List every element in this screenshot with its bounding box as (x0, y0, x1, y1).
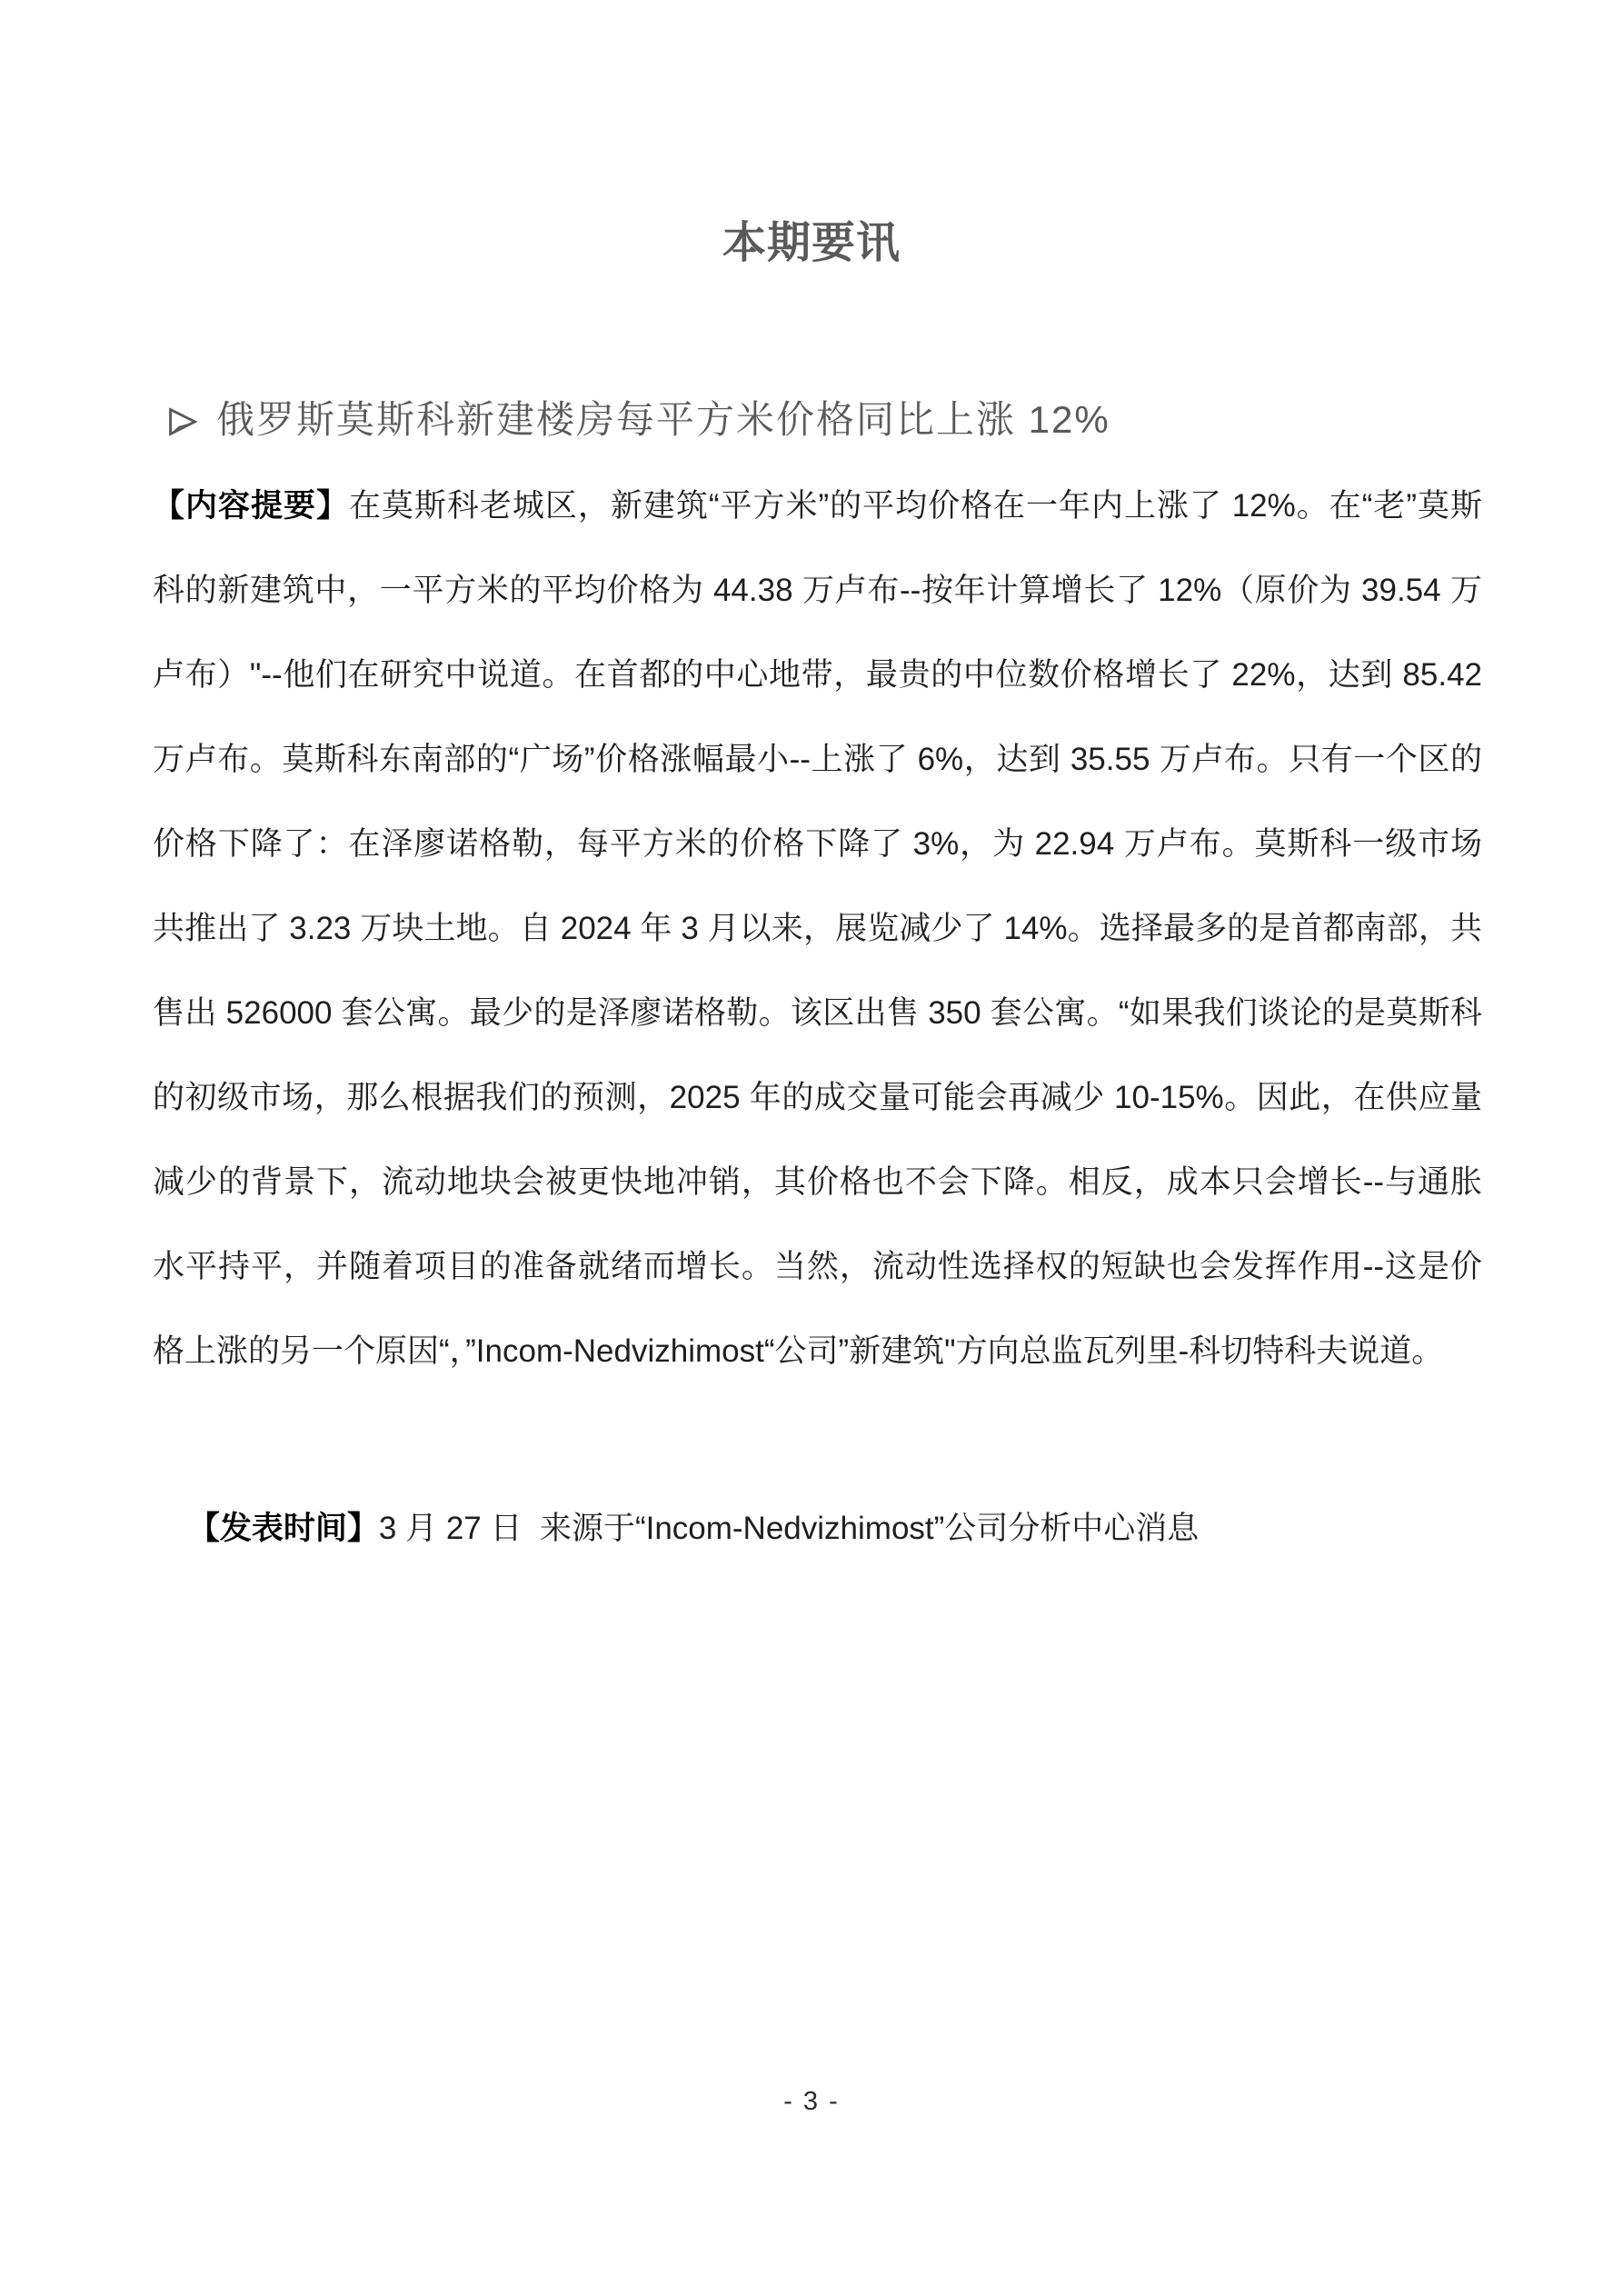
paragraph-line: 水平持平，并随着项目的准备就绪而增长。当然，流动性选择权的短缺也会发挥作用--这是价 (153, 1249, 1482, 1284)
published-line (153, 1402, 1482, 1655)
arrow-bullet-icon (165, 403, 200, 437)
headline-text: 俄罗斯莫斯科新建楼房每平方米价格同比上涨 12% (216, 398, 1110, 441)
paragraph-line-text: 在莫斯科老城区，新建筑“平方米”的平均价格在一年内上涨了 12%。在“老”莫斯 (348, 488, 1482, 524)
summary-paragraph (153, 464, 1482, 1393)
paragraph-line: 科的新建筑中，一平方米的平均价格为 44.38 万卢布--按年计算增长了 12%（原价为 39.54 万 (153, 573, 1482, 608)
paragraph-line (153, 464, 1482, 548)
paragraph-line: 格上涨的另一个原因“，”Incom-Nedvizhimost“公司”新建筑"方向总监瓦列里-科切特科夫说道。 (153, 1333, 1444, 1369)
paragraph-line: 减少的背景下，流动地块会被更快地冲销，其价格也不会下降。相反，成本只会增长--与通胀 (153, 1164, 1482, 1200)
paragraph-line: 共推出了 3.23 万块土地。自 2024 年 3 月以来，展览减少了 14%。选择最多的是首都南部，共 (153, 911, 1482, 946)
paragraph-line: 万卢布。莫斯科东南部的“广场”价格涨幅最小--上涨了 6%，达到 35.55 万卢布。只有一个区的 (153, 742, 1482, 777)
paragraph-line: 的初级市场，那么根据我们的预测，2025 年的成交量可能会再减少 10-15%。因此，在供应量 (153, 1080, 1482, 1115)
headline-row (165, 396, 1110, 444)
paragraph-line: 价格下降了：在泽廖诺格勒，每平方米的价格下降了 3%，为 22.94 万卢布。莫斯科一级市场 (153, 826, 1482, 862)
published-text: 3 月 27 日 来源于“Incom-Nedvizhimost”公司分析中心消息 (378, 1511, 1200, 1546)
page-number: - 3 - (783, 2087, 840, 2116)
published-label: 【发表时间】 (187, 1511, 379, 1546)
summary-label: 【内容提要】 (153, 488, 349, 524)
paragraph-line: 售出 526000 套公寓。最少的是泽廖诺格勒。该区出售 350 套公寓。“如果我们谈论的是莫斯科 (153, 995, 1482, 1031)
paragraph-line: 卢布）"--他们在研究中说道。在首都的中心地带，最贵的中位数价格增长了 22%，达到 85.42 (153, 657, 1482, 693)
page-title: 本期要讯 (722, 219, 901, 267)
